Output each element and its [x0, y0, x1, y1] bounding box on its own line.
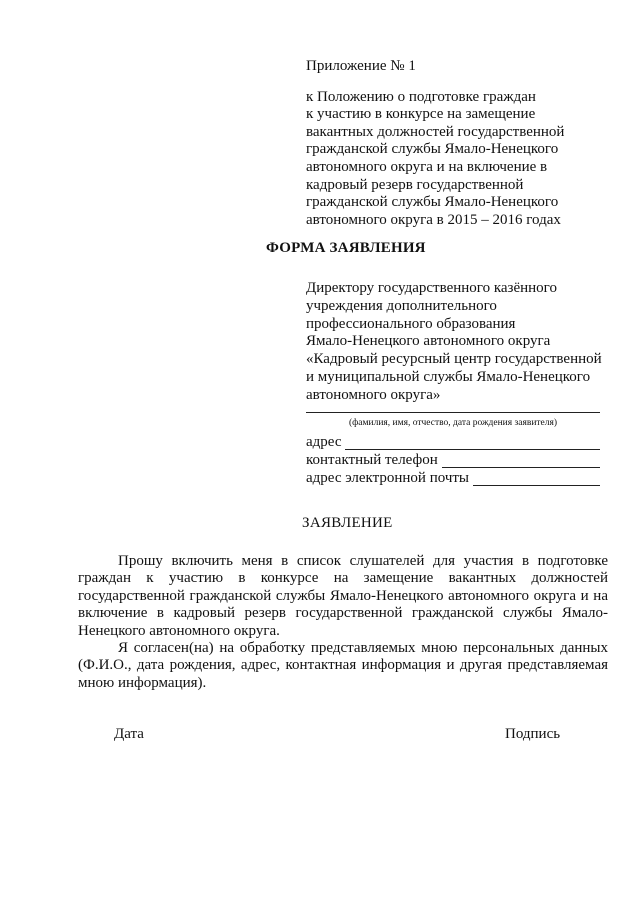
address-field[interactable] — [345, 435, 600, 450]
annex-number: Приложение № 1 — [306, 58, 416, 74]
addressee-line: и муниципальной службы Ямало-Ненецкого — [306, 368, 591, 385]
address-label: адрес — [306, 434, 342, 450]
email-row — [306, 468, 600, 486]
email-field[interactable] — [473, 471, 600, 486]
phone-field[interactable] — [442, 453, 600, 468]
annex-line: гражданской службы Ямало-Ненецкого — [306, 194, 559, 211]
address-row — [306, 432, 600, 450]
email-label: адрес электронной почты — [306, 470, 470, 486]
addressee-line: «Кадровый ресурсный центр государственной — [306, 351, 602, 368]
annex-line: гражданской службы Ямало-Ненецкого — [306, 141, 559, 158]
signature-label: Подпись — [505, 726, 561, 742]
form-title: ФОРМА ЗАЯВЛЕНИЯ — [266, 240, 426, 256]
addressee-line: автономного округа» — [306, 386, 441, 403]
annex-line: автономного округа и на включение в — [306, 158, 548, 175]
addressee-block — [306, 280, 616, 405]
annex-line: к участию в конкурсе на замещение — [306, 106, 536, 123]
phone-row — [306, 450, 600, 468]
statement-title: ЗАЯВЛЕНИЕ — [302, 515, 393, 531]
annex-header — [306, 58, 606, 229]
statement-body — [78, 553, 608, 692]
addressee-line: Директору государственного казённого — [306, 280, 557, 296]
consent-paragraph: Я согласен(на) на обработку представляемых мною персональных данных (Ф.И.О., дата рождения, адрес, контактная информация и другая представляемая мною информация). — [78, 640, 608, 691]
annex-line: кадровый резерв государственной — [306, 176, 524, 193]
annex-line: вакантных должностей государственной — [306, 123, 565, 140]
addressee-line: Ямало-Ненецкого автономного округа — [306, 333, 551, 350]
annex-line: к Положению о подготовке граждан — [306, 88, 536, 105]
annex-line: автономного округа в 2015 – 2016 годах — [306, 211, 561, 228]
statement-paragraph: Прошу включить меня в список слушателей для участия в подготовке граждан к участию в конкурсе на замещение вакантных должностей государственной гражданской службы Ямало-Ненецкого автономного округа и на включение в кадровый резерв государственной гражданской службы Ямало-Ненецкого автономного округа. — [78, 553, 608, 639]
addressee-line: учреждения дополнительного — [306, 297, 497, 314]
phone-label: контактный телефон — [306, 452, 438, 468]
addressee-line: профессионального образования — [306, 315, 516, 332]
applicant-name-field[interactable] — [306, 412, 600, 413]
applicant-name-caption: (фамилия, имя, отчество, дата рождения заявителя) — [348, 418, 558, 428]
date-label: Дата — [114, 726, 144, 742]
